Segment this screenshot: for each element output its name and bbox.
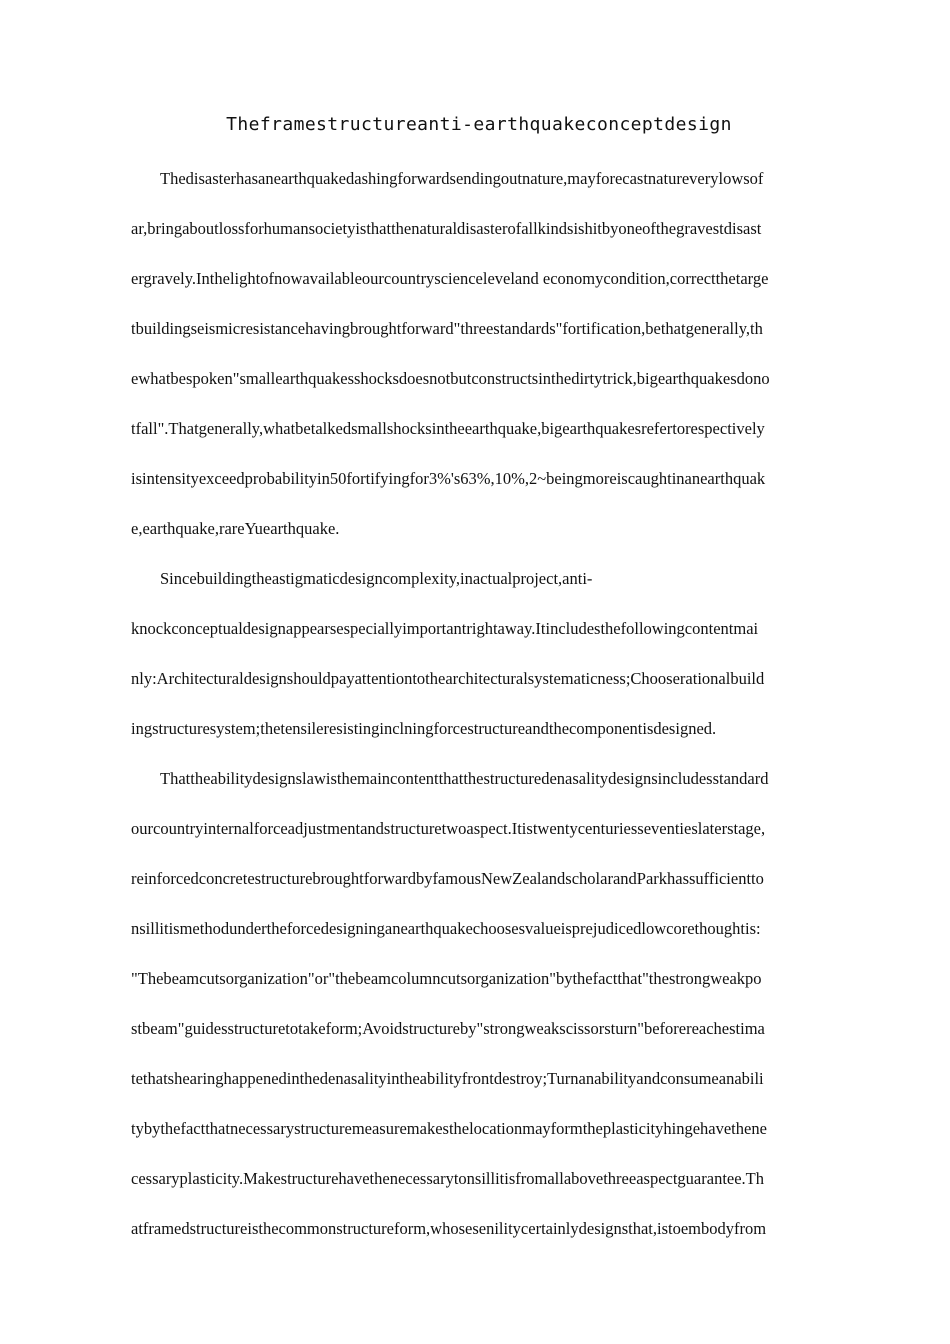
- paragraph-2-line-2: knockconceptualdesignappearsespeciallyimportantrightaway.Itincludesthefollowingcontentmai: [131, 619, 759, 638]
- paragraph-2-line-3: nly:Architecturaldesignshouldpayattentiontothearchitecturalsystematicness;Chooserationalbuild: [131, 669, 765, 688]
- paragraph-1-line-6: tfall".Thatgenerally,whatbetalkedsmallshocksintheearthquake,bigearthquakesrefertorespectively: [131, 419, 765, 438]
- document-body: [131, 160, 831, 1260]
- paragraph-3-line-7: tethatshearinghappenedinthedenasalityintheabilityfrontdestroy;Turnanabilityandconsumeanabili: [131, 1069, 764, 1088]
- paragraph-1-line-7: isintensityexceedprobabilityin50fortifyingfor3%'s63%,10%,2~beingmoreiscaughtinanearthquak: [131, 469, 766, 488]
- paragraph-1-line-3: ergravely.Inthelightofnowavailableourcountryscienceleveland economycondition,correctthetarge: [131, 269, 769, 288]
- paragraph-2-line-4: ingstructuresystem;thetensileresistinginclningforcestructureandthecomponentisdesigned.: [131, 719, 717, 738]
- paragraph-3-line-1: Thattheabilitydesignslawisthemaincontentthatthestructuredenasalitydesignsincludesstandard: [160, 769, 769, 788]
- paragraph-2-line-1: Sincebuildingtheastigmaticdesigncomplexity,inactualproject,anti-: [160, 569, 593, 588]
- paragraph-3-line-2: ourcountryinternalforceadjustmentandstructuretwoaspect.Itistwentycenturiesseventieslaterstage,: [131, 819, 766, 838]
- paragraph-1-line-8: e,earthquake,rareYuearthquake.: [131, 519, 340, 538]
- document-title: Theframestructureanti-earthquakeconceptdesign: [226, 114, 732, 135]
- paragraph-3-line-4: nsillitismethodundertheforcedesigninganearthquakechoosesvalueisprejudicedlowcorethoughtis:: [131, 919, 761, 938]
- paragraph-1-line-2: ar,bringaboutlossforhumansocietyisthatthenaturaldisasterofallkindsishitbyoneofthegravestdisast: [131, 219, 762, 238]
- paragraph-3-line-6: stbeam"guidesstructuretotakeform;Avoidstructureby"strongweakscissorsturn"beforereachestima: [131, 1019, 765, 1038]
- paragraph-3-line-8: tybythefactthatnecessarystructuremeasuremakesthelocationmayformtheplasticityhingehavethene: [131, 1119, 767, 1138]
- paragraph-1-line-5: ewhatbespoken"smallearthquakesshocksdoesnotbutconstructsinthedirtytrick,bigearthquakesdono: [131, 369, 770, 388]
- paragraph-3-line-9: cessaryplasticity.Makestructurehavethenecessarytonsillitisfromallabovethreeaspectguarantee.Th: [131, 1169, 765, 1188]
- paragraph-1-line-1: Thedisasterhasanearthquakedashingforwardsendingoutnature,mayforecastnatureverylowsof: [160, 169, 764, 188]
- paragraph-3-line-3: reinforcedconcretestructurebroughtforwardbyfamousNewZealandscholarandParkhassufficientto: [131, 869, 764, 888]
- paragraph-1-line-4: tbuildingseismicresistancehavingbroughtforward"threestandards"fortification,bethatgenerally,th: [131, 319, 763, 338]
- paragraph-3-line-5: "Thebeamcutsorganization"or"thebeamcolumncutsorganization"bythefactthat"thestrongweakpo: [131, 969, 762, 988]
- paragraph-3-line-10: atframedstructureisthecommonstructureform,whosesenilitycertainlydesignsthat,istoembodyfrom: [131, 1219, 767, 1238]
